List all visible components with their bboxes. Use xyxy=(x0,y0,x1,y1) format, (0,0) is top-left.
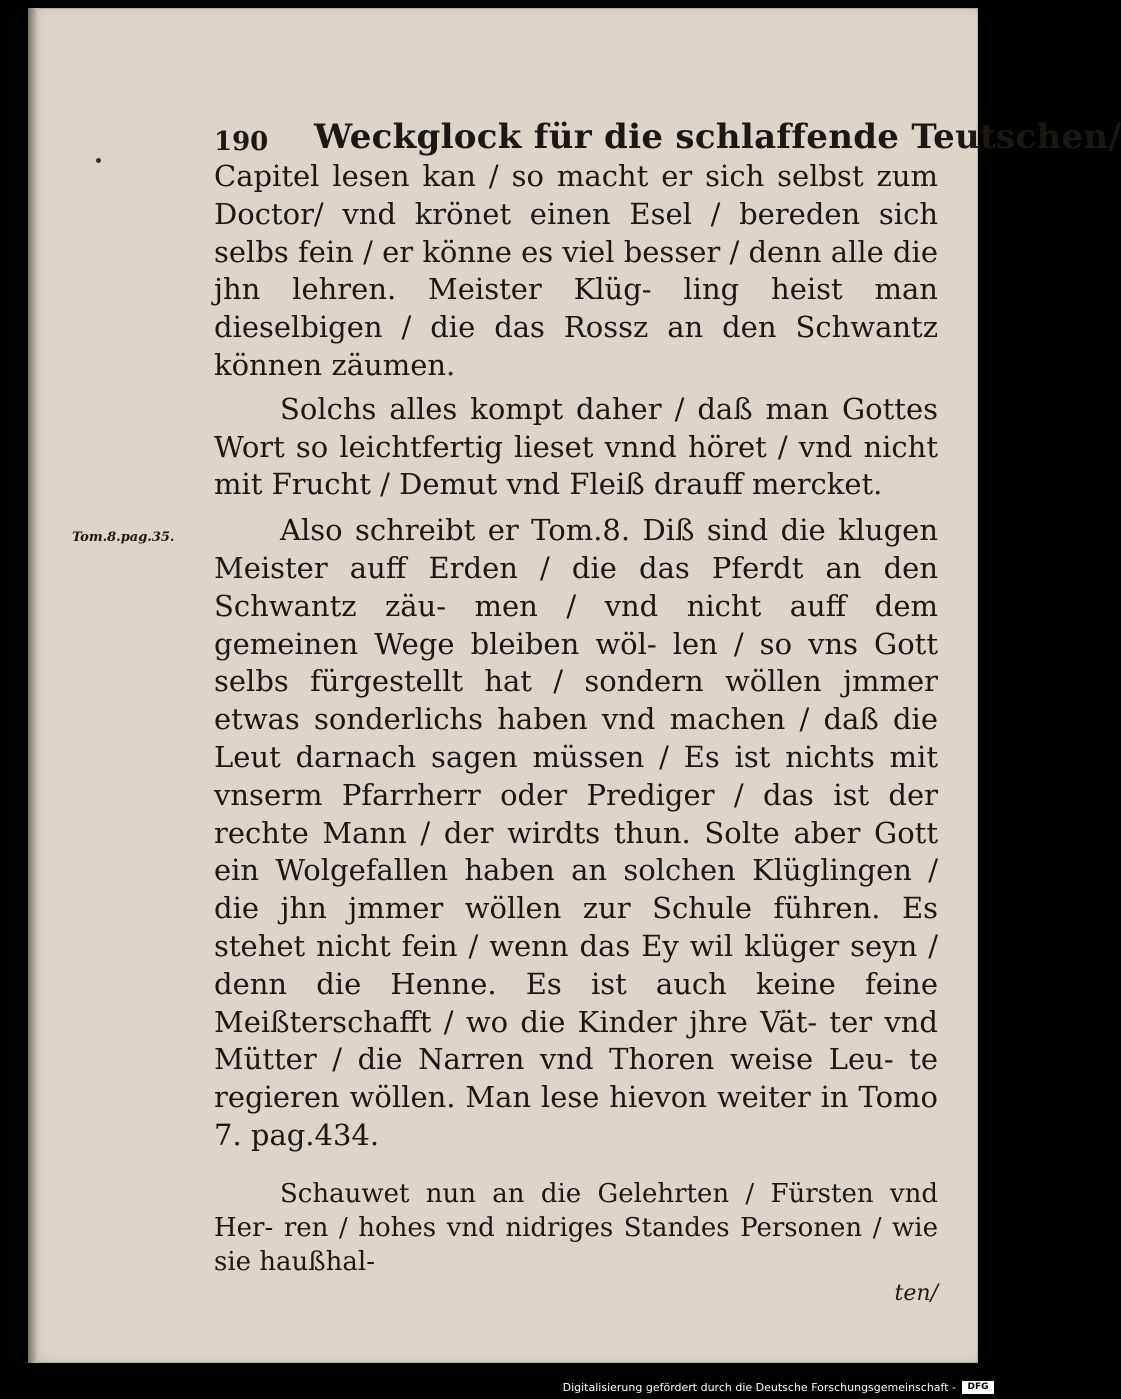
paragraph-1: Capitel lesen kan / so macht er sich selbst zum Doctor/ vnd krönet einen Esel / bereden sich selbs fein / er könne es viel besser / denn alle die jhn lehren. Meister Klüg- ling heist man dieselbigen / die das Rossz an den Schwantz können zäumen. xyxy=(214,159,938,382)
dfg-logo: DFG xyxy=(962,1381,994,1394)
running-title: Weckglock für die schlaffende Teutschen/ xyxy=(314,117,1121,157)
footer-bar xyxy=(0,1363,1000,1399)
page-number: 190 xyxy=(214,127,269,157)
page-body xyxy=(214,158,938,1306)
paragraph-3: Also schreibt er Tom.8. Diß sind die klugen Meister auff Erden / die das Pferdt an den Schwantz zäu- men / vnd nicht auff dem gemeinen Wege bleiben wöl- len / so vns Gott selbs fürgestellt hat / sondern wöllen jmmer etwas sonderlichs haben vnd machen / daß die Leut darnach sagen müssen / Es ist nichts mit vnserm Pfarrherr oder Prediger / das ist der rechte Mann / der wirdts thun. Solte aber Gott ein Wolgefallen haben an solchen Klüglingen / die jhn jmmer wöllen zur Schule führen. Es stehet nicht fein / wenn das Ey wil klüger seyn / denn die Henne. Es ist auch keine feine Meißterschafft / wo die Kinder jhre Vät- ter vnd Mütter / die Narren vnd Thoren weise Leu- te regieren wöllen. Man lese hievon weiter in Tomo 7. pag.434. xyxy=(214,513,938,1152)
book-spine-shadow xyxy=(28,8,38,1363)
digitization-credit: Digitalisierung gefördert durch die Deutsche Forschungsgemeinschaft - xyxy=(562,1381,956,1394)
ink-speck xyxy=(96,158,101,163)
catchword: ten/ xyxy=(894,1280,938,1306)
paragraph-4: Schauwet nun an die Gelehrten / Fürsten vnd Her- ren / hohes vnd nidriges Standes Personen / wie sie haußhal- xyxy=(214,1178,938,1277)
paragraph-2: Solchs alles kompt daher / daß man Gottes Wort so leichtfertig lieset vnnd höret / vnd nicht mit Frucht / Demut vnd Fleiß drauff mercket. xyxy=(214,391,938,502)
page-header xyxy=(214,105,1121,160)
margin-note: Tom.8.pag.35. xyxy=(72,530,175,545)
